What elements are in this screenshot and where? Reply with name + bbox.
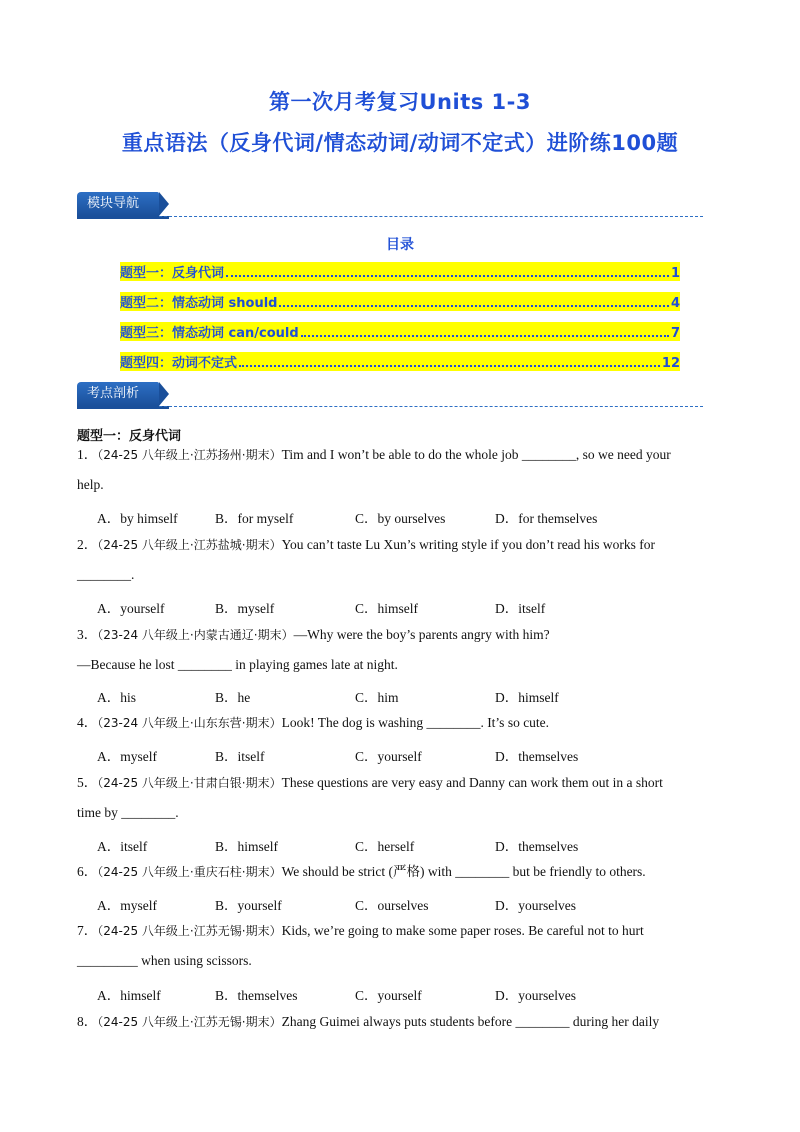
option-d: D．yourselves (495, 898, 576, 913)
question-source: （24-25 八年级上·重庆石柱·期末） (97, 865, 282, 879)
question-text: Kids, we’re going to make some paper roses. Be careful not to hurt (281, 923, 644, 938)
toc-item-page: 1 (670, 266, 680, 281)
document-title: 第一次月考复习Units 1-3 (269, 90, 531, 114)
question-number: 7． (77, 923, 98, 938)
options-row (97, 507, 697, 527)
option-c: C．herself (355, 839, 415, 854)
toc-item-label: 题型四：动词不定式 (120, 356, 238, 371)
question-text-cont: —Because he lost ________ in playing games late at night. (77, 657, 398, 672)
question (77, 1007, 723, 1037)
option-b: B．themselves (215, 988, 298, 1003)
question (77, 857, 723, 887)
option-a: A．yourself (97, 601, 165, 616)
question (77, 620, 723, 680)
option-b: B．for myself (215, 511, 294, 526)
option-d: D．yourselves (495, 988, 576, 1003)
question (77, 440, 723, 500)
analysis-header (77, 382, 703, 410)
analysis-tab: 考点剖析 (77, 382, 159, 406)
options-row (97, 835, 697, 855)
option-d: D．himself (495, 690, 559, 705)
question-number: 2． (77, 537, 98, 552)
question (77, 708, 723, 738)
option-c: C．ourselves (355, 898, 429, 913)
question-text: You can’t taste Lu Xun’s writing style if you don’t read his works for (281, 537, 656, 552)
toc-item[interactable] (120, 292, 680, 311)
question-number: 6． (77, 864, 98, 879)
option-d: D．themselves (495, 749, 579, 764)
option-a: A．myself (97, 749, 157, 764)
module-nav-tab: 模块导航 (77, 192, 159, 216)
toc-item-label: 题型一：反身代词 (120, 266, 225, 281)
question (77, 530, 723, 590)
option-a: A．himself (97, 988, 161, 1003)
question-number: 3． (77, 627, 98, 642)
toc-item-label: 题型三：情态动词 can/could (120, 326, 299, 341)
question-source: （24-25 八年级上·江苏无锡·期末） (97, 1015, 282, 1029)
question-text: Tim and I won’t be able to do the whole job ________, so we need your (281, 447, 671, 462)
toc-item[interactable] (120, 352, 680, 371)
question (77, 768, 723, 828)
options-row (97, 686, 697, 706)
toc-item-page: 4 (670, 296, 680, 311)
option-c: C．himself (355, 601, 418, 616)
option-c: C．yourself (355, 749, 422, 764)
question-text-cont: _________ when using scissors. (77, 953, 252, 968)
question-text: —Why were the boy’s parents angry with him? (293, 627, 550, 642)
option-b: B．myself (215, 601, 275, 616)
toc-item[interactable] (120, 322, 680, 341)
document-subtitle: 重点语法（反身代词/情态动词/动词不定式）进阶练100题 (121, 131, 679, 155)
toc-item-page: 7 (670, 326, 680, 341)
question-number: 4． (77, 715, 98, 730)
option-c: C．yourself (355, 988, 422, 1003)
options-row (97, 894, 697, 914)
option-a: A．by himself (97, 511, 178, 526)
option-a: A．his (97, 690, 137, 705)
option-d: D．themselves (495, 839, 579, 854)
question-number: 8． (77, 1014, 98, 1029)
option-b: B．he (215, 690, 251, 705)
question-number: 1． (77, 447, 98, 462)
section-heading: 题型一：反身代词 (77, 429, 182, 444)
option-d: D．for themselves (495, 511, 598, 526)
question-text: These questions are very easy and Danny can work them out in a short (281, 775, 663, 790)
question-text: We should be strict (严格) with ________ but be friendly to others. (281, 864, 646, 879)
option-a: A．myself (97, 898, 157, 913)
options-row (97, 984, 697, 1004)
toc-item-label: 题型二：情态动词 should (120, 296, 278, 311)
option-b: B．yourself (215, 898, 282, 913)
toc-item[interactable] (120, 262, 680, 281)
options-row (97, 597, 697, 617)
question-text-cont: time by ________. (77, 805, 179, 820)
option-b: B．itself (215, 749, 265, 764)
question-source: （24-25 八年级上·江苏扬州·期末） (97, 448, 282, 462)
question-text-cont: ________. (77, 567, 135, 582)
option-c: C．him (355, 690, 399, 705)
question-source: （23-24 八年级上·内蒙古通辽·期末） (97, 628, 294, 642)
option-a: A．itself (97, 839, 148, 854)
question-number: 5． (77, 775, 98, 790)
question-source: （24-25 八年级上·江苏盐城·期末） (97, 538, 282, 552)
question-text: Look! The dog is washing ________. It’s so cute. (281, 715, 550, 730)
question-source: （24-25 八年级上·江苏无锡·期末） (97, 924, 282, 938)
question-text-cont: help. (77, 477, 104, 492)
option-c: C．by ourselves (355, 511, 446, 526)
option-b: B．himself (215, 839, 278, 854)
question (77, 916, 723, 976)
question-text: Zhang Guimei always puts students before ________ during her daily (281, 1014, 660, 1029)
question-source: （24-25 八年级上·甘肃白银·期末） (97, 776, 282, 790)
question-source: （23-24 八年级上·山东东营·期末） (97, 716, 282, 730)
module-nav-header (77, 192, 703, 220)
toc-item-page: 12 (661, 356, 680, 371)
options-row (97, 745, 697, 765)
toc-heading: 目录 (386, 237, 414, 253)
option-d: D．itself (495, 601, 546, 616)
